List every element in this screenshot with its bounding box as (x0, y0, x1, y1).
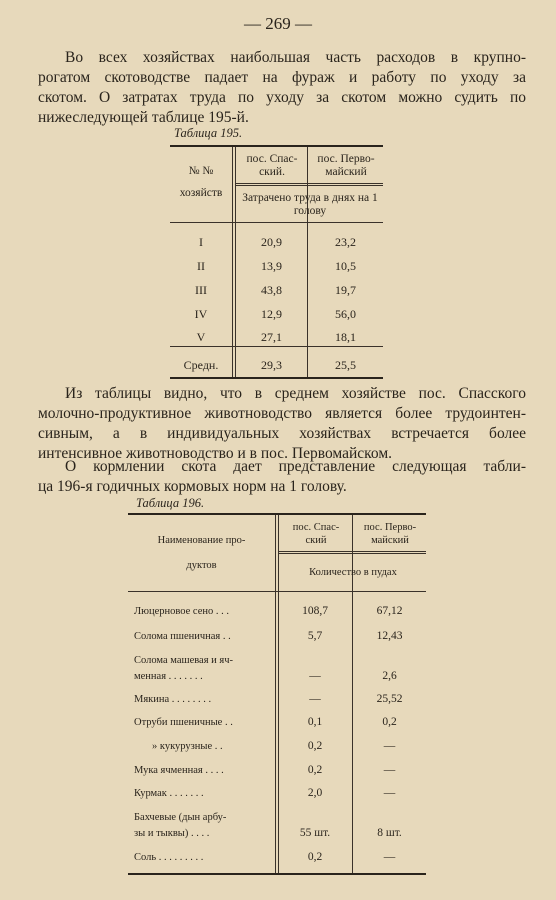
paragraph-analysis (38, 384, 526, 464)
table-195 (170, 145, 383, 379)
row-id: IV (194, 307, 208, 321)
cell-value: 18,1 (335, 330, 356, 344)
paragraph-feeding (38, 457, 526, 497)
product-name: Отруби пшеничные . . (134, 717, 233, 728)
text-line: молочно-продуктивное животноводство является более трудоинтен- (38, 405, 526, 422)
cell-value: 23,2 (335, 235, 356, 249)
cell-value: — (383, 787, 396, 799)
cell-value: 2,0 (307, 787, 323, 799)
table-196-caption: Таблица 196. (136, 496, 205, 510)
cell-value: 43,8 (261, 283, 282, 297)
column-header-pervomaysky: пос. Перво-майский (317, 153, 375, 178)
product-name-cont: зы и тыквы) . . . . (134, 828, 210, 839)
average-row-label: Средн. (183, 358, 219, 372)
cell-value: 0,2 (382, 716, 397, 728)
cell-value: 20,9 (261, 235, 282, 249)
cell-value: 12,43 (376, 630, 403, 642)
row-id: I (199, 235, 203, 249)
product-name: Соль . . . . . . . . . (134, 852, 204, 863)
column-header-number: № № (188, 165, 214, 177)
product-name: Мякина . . . . . . . . (134, 694, 212, 705)
cell-value: 0,1 (307, 716, 323, 728)
text-line: интенсивное животноводство и в пос. Первомайском. (38, 445, 393, 462)
table-195-caption: Таблица 195. (174, 126, 243, 140)
cell-value: 56,0 (335, 307, 356, 321)
product-name: Солома пшеничная . . (134, 631, 231, 642)
cell-value: — (383, 764, 396, 776)
product-name: Курмак . . . . . . . (134, 788, 204, 799)
row-id: V (196, 330, 206, 344)
column-header-products: Наименование про- (157, 535, 246, 546)
cell-value: 25,52 (376, 693, 403, 705)
column-header-pervomaysky: пос. Перво-майский (363, 522, 417, 546)
cell-value: 10,5 (335, 259, 356, 273)
column-header-labor-days: Затрачено труда в днях на 1 голову (242, 192, 378, 217)
cell-value: 8 шт. (377, 827, 402, 839)
page-number: — 269 — (244, 14, 312, 33)
text-line: О кормлении скота дает представление следующая табли- (65, 458, 526, 475)
cell-value: 0,2 (307, 764, 323, 776)
average-value: 29,3 (261, 358, 282, 372)
paragraph-intro (38, 48, 526, 128)
cell-value: 27,1 (261, 330, 282, 344)
cell-value: 55 шт. (299, 827, 331, 839)
column-header-farms: хозяйств (179, 187, 223, 199)
cell-value: 19,7 (335, 283, 356, 297)
text-line: ца 196-я годичных кормовых норм на 1 голову. (38, 478, 347, 495)
table-196 (128, 513, 426, 875)
column-header-products-cont: дуктов (186, 560, 217, 571)
product-name: Люцерновое сено . . . (134, 606, 229, 617)
text-line: рогатом скотоводстве падает на фураж и работу по уходу за (38, 69, 526, 86)
row-id: III (195, 283, 207, 297)
cell-value: — (383, 851, 396, 863)
column-header-spassky: пос. Спас-ский (292, 522, 340, 546)
cell-value: 13,9 (261, 259, 282, 273)
product-name: Солома машевая и яч- (134, 655, 234, 666)
column-header-spassky: пос. Спас-ский. (246, 153, 298, 178)
average-value: 25,5 (335, 358, 356, 372)
cell-value: 5,7 (307, 630, 323, 642)
cell-value: 12,9 (261, 307, 282, 321)
cell-value: — (383, 740, 396, 752)
cell-value: 2,6 (382, 670, 397, 682)
product-name: Мука ячменная . . . . (134, 765, 224, 776)
text-line: Во всех хозяйствах наибольшая часть расходов в крупно- (65, 49, 526, 66)
product-name: » кукурузные . . (152, 741, 223, 752)
cell-value: 0,2 (307, 851, 323, 863)
cell-value: — (309, 670, 321, 682)
text-line: сивным, а в индивидуальных хозяйствах встречается более (38, 425, 526, 442)
product-name-cont: менная . . . . . . . (134, 671, 203, 682)
cell-value: 0,2 (307, 740, 323, 752)
text-line: Из таблицы видно, что в среднем хозяйстве пос. Спасского (65, 385, 526, 402)
row-id: II (197, 259, 205, 273)
text-line: скотом. О затратах труда по уходу за скотом можно судить по (38, 89, 526, 106)
cell-value: 67,12 (376, 605, 403, 617)
text-line: нижеследующей таблице 195-й. (38, 109, 249, 126)
cell-value: 108,7 (302, 605, 328, 617)
column-header-quantity: Количество в пудах (309, 567, 397, 578)
product-name: Бахчевые (дын арбу- (134, 812, 227, 823)
cell-value: — (309, 693, 321, 705)
